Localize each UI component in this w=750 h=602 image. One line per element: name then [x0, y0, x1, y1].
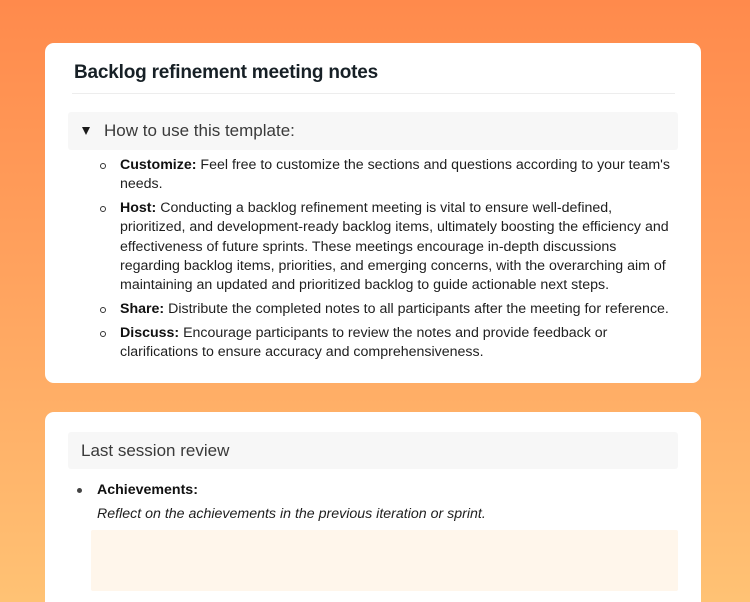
- item-text: Feel free to customize the sections and questions according to your team's needs.: [120, 157, 670, 193]
- hollow-bullet-icon: [100, 331, 106, 337]
- hollow-bullet-icon: [100, 307, 106, 313]
- title-divider: [72, 93, 675, 94]
- list-item-discuss: [100, 324, 670, 362]
- triangle-down-icon[interactable]: [82, 127, 90, 135]
- item-label: Host:: [120, 200, 157, 217]
- achievements-label: Achievements:: [97, 482, 198, 498]
- last-session-header: [68, 432, 678, 469]
- template-instructions-card: [45, 43, 701, 383]
- item-label: Discuss:: [120, 325, 180, 342]
- item-text: Encourage participants to review the notes and provide feedback or clarifications to ensure accuracy and comprehensiveness.: [120, 325, 608, 361]
- page-title: Backlog refinement meeting notes: [74, 62, 379, 83]
- filled-bullet-icon: [77, 488, 82, 493]
- achievements-input[interactable]: [91, 530, 678, 591]
- hollow-bullet-icon: [100, 206, 106, 212]
- item-text: Conducting a backlog refinement meeting is vital to ensure well-defined, prioritized, and development-ready backlog items, ultimately boosting the efficiency and effectiveness of future sprints. These meetings encourage in-depth discussions regarding backlog items, priorities, and emerging concerns, with the overarching aim of maintaining an updated and prioritized backlog to guide actionable next steps.: [120, 200, 669, 294]
- list-item-host: [100, 199, 670, 295]
- last-session-card: [45, 412, 701, 602]
- list-item-share: [100, 300, 670, 319]
- item-label: Customize:: [120, 157, 197, 173]
- how-to-heading: How to use this template:: [104, 121, 295, 140]
- how-to-expand-header[interactable]: [68, 112, 678, 150]
- how-to-list: [100, 156, 670, 367]
- list-item-customize: [100, 156, 670, 194]
- hollow-bullet-icon: [100, 163, 106, 169]
- achievements-prompt: Reflect on the achievements in the previous iteration or sprint.: [97, 506, 486, 522]
- item-label: Share:: [120, 301, 165, 318]
- last-session-heading: Last session review: [81, 440, 230, 460]
- item-text: Distribute the completed notes to all participants after the meeting for reference.: [164, 301, 669, 318]
